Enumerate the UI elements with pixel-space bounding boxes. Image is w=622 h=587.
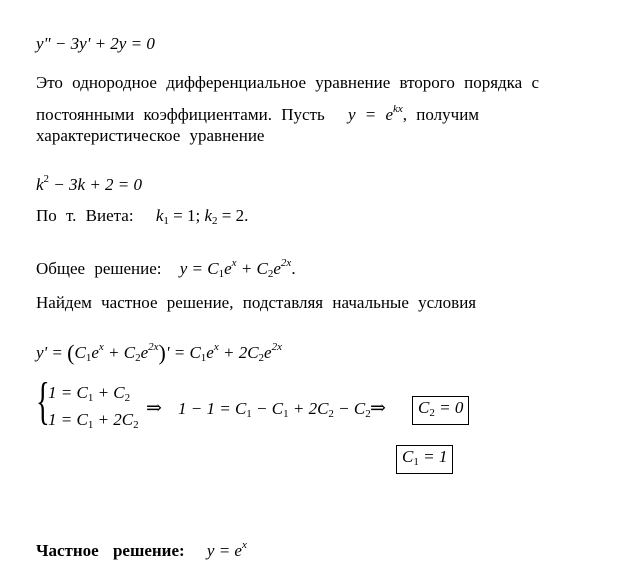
general-solution-formula: $y = C_1e^x + C_2e^{2x}$. — [179, 257, 296, 280]
result-c1 — [396, 445, 453, 474]
intro-line-1: Это однородное дифференциальное уравнение второго порядка с — [36, 73, 540, 92]
derivative-formula: $y' = (C_1e^x + C_2e^{2x})' = C_1e^x + 2C_2e^{2x}$ — [36, 340, 282, 365]
system-row-2: $1 = C_1 + 2C_2$ — [48, 410, 139, 431]
system-step: $1 - 1 = C_1 - C_1 + 2C_2 - C_2$ — [178, 399, 371, 420]
equation-system — [36, 373, 146, 436]
intro-line-2: постоянными коэффициентами. Пусть $y = e^{kx}$, получим — [36, 103, 480, 124]
substitution-formula: $y = e^{kx}$ — [347, 103, 403, 124]
particular-intro: Найдем частное решение, подставляя начальные условия — [36, 293, 477, 312]
final-solution-formula: $y = e^x$ — [206, 539, 247, 560]
left-brace: { — [36, 373, 50, 430]
root-k1: $k_1 = 1$; — [155, 206, 201, 227]
right-paren: ) — [158, 340, 166, 365]
result-c2-box: $C_2 = 0$ — [412, 396, 469, 425]
left-paren: ( — [67, 340, 75, 365]
system-row-1: $1 = C_1 + C_2$ — [48, 383, 131, 404]
implies-arrow-2: ⇒ — [370, 398, 386, 419]
general-solution: Общее решение: $y = C_1e^x + C_2e^{2x}$. — [36, 257, 296, 280]
result-c2 — [412, 396, 469, 425]
implies-arrow-1: ⇒ — [146, 398, 162, 419]
intro-line-3: характеристическое уравнение — [36, 126, 265, 145]
vieta-roots: По т. Виета: $k_1 = 1$; $k_2 = 2$. — [36, 206, 249, 227]
differential-equation: y" − 3y' + 2y = 0 — [36, 34, 155, 53]
result-c1-box: $C_1 = 1$ — [396, 445, 453, 474]
characteristic-equation: $k^2 - 3k + 2 = 0$ — [36, 173, 143, 194]
root-k2: $k_2 = 2$. — [204, 206, 249, 227]
final-solution: Частное решение: $y = e^x$ — [36, 539, 247, 560]
